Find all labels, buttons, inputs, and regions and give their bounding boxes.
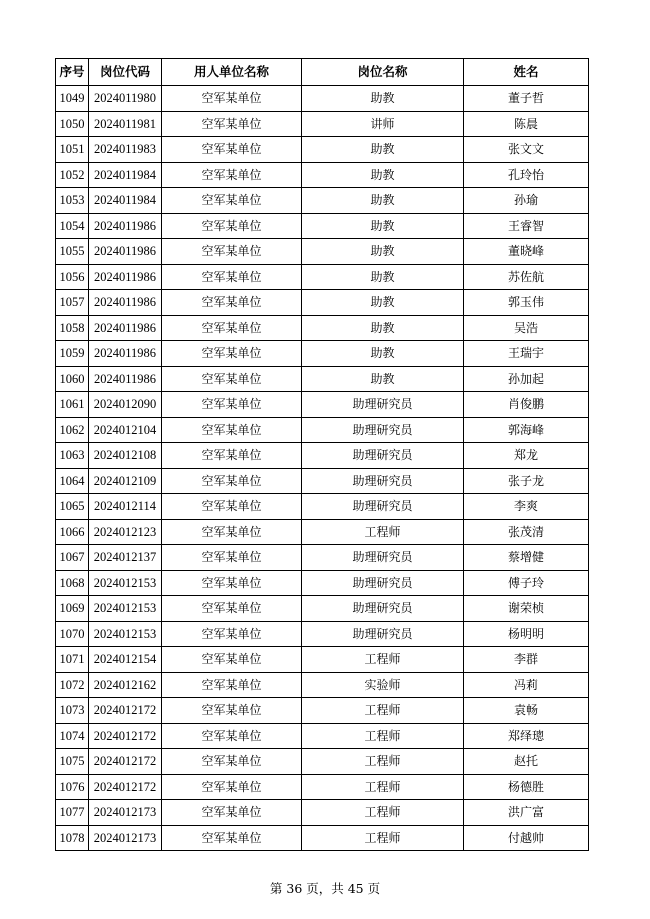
- cell-person-name: 郑龙: [464, 443, 589, 469]
- cell-person-name: 董子哲: [464, 86, 589, 112]
- cell-position-name: 助教: [302, 213, 464, 239]
- cell-employer-name: 空军某单位: [162, 570, 302, 596]
- cell-employer-name: 空军某单位: [162, 774, 302, 800]
- cell-position-code: 2024012172: [89, 749, 162, 775]
- header-position-code: 岗位代码: [89, 59, 162, 86]
- cell-position-code: 2024011983: [89, 137, 162, 163]
- cell-person-name: 洪广富: [464, 800, 589, 826]
- page-number-footer: 第 36 页，共 45 页: [269, 881, 381, 896]
- cell-person-name: 陈晨: [464, 111, 589, 137]
- cell-serial-number: 1057: [56, 290, 89, 316]
- cell-position-name: 助理研究员: [302, 392, 464, 418]
- cell-person-name: 郑绎璁: [464, 723, 589, 749]
- cell-employer-name: 空军某单位: [162, 519, 302, 545]
- table-row: [56, 774, 589, 800]
- cell-position-name: 工程师: [302, 774, 464, 800]
- table-row: [56, 86, 589, 112]
- cell-position-name: 助教: [302, 137, 464, 163]
- cell-position-name: 工程师: [302, 519, 464, 545]
- cell-position-code: 2024011986: [89, 213, 162, 239]
- cell-serial-number: 1077: [56, 800, 89, 826]
- cell-person-name: 吴浩: [464, 315, 589, 341]
- cell-employer-name: 空军某单位: [162, 494, 302, 520]
- cell-position-name: 助理研究员: [302, 596, 464, 622]
- table-row: [56, 111, 589, 137]
- table-row: [56, 315, 589, 341]
- cell-serial-number: 1070: [56, 621, 89, 647]
- cell-position-code: 2024012109: [89, 468, 162, 494]
- cell-position-code: 2024012172: [89, 698, 162, 724]
- cell-position-name: 助教: [302, 366, 464, 392]
- cell-employer-name: 空军某单位: [162, 188, 302, 214]
- cell-person-name: 冯莉: [464, 672, 589, 698]
- cell-serial-number: 1071: [56, 647, 89, 673]
- cell-employer-name: 空军某单位: [162, 443, 302, 469]
- table-row: [56, 672, 589, 698]
- table-row: [56, 417, 589, 443]
- cell-position-name: 助教: [302, 188, 464, 214]
- cell-employer-name: 空军某单位: [162, 162, 302, 188]
- cell-serial-number: 1050: [56, 111, 89, 137]
- cell-serial-number: 1068: [56, 570, 89, 596]
- cell-position-name: 助理研究员: [302, 417, 464, 443]
- cell-position-code: 2024012090: [89, 392, 162, 418]
- cell-person-name: 李群: [464, 647, 589, 673]
- cell-position-code: 2024011986: [89, 264, 162, 290]
- cell-employer-name: 空军某单位: [162, 545, 302, 571]
- table-row: [56, 213, 589, 239]
- cell-position-name: 工程师: [302, 647, 464, 673]
- cell-position-code: 2024012137: [89, 545, 162, 571]
- table-row: [56, 519, 589, 545]
- cell-person-name: 杨德胜: [464, 774, 589, 800]
- cell-position-name: 助理研究员: [302, 545, 464, 571]
- cell-position-code: 2024012104: [89, 417, 162, 443]
- cell-employer-name: 空军某单位: [162, 596, 302, 622]
- cell-person-name: 郭玉伟: [464, 290, 589, 316]
- cell-person-name: 付越帅: [464, 825, 589, 851]
- cell-person-name: 董晓峰: [464, 239, 589, 265]
- cell-position-name: 工程师: [302, 723, 464, 749]
- table-row: [56, 647, 589, 673]
- table-row: [56, 468, 589, 494]
- cell-position-code: 2024012153: [89, 570, 162, 596]
- cell-position-code: 2024012153: [89, 596, 162, 622]
- table-header-row: [56, 59, 589, 86]
- table-row: [56, 723, 589, 749]
- table-row: [56, 570, 589, 596]
- cell-position-code: 2024011980: [89, 86, 162, 112]
- cell-position-code: 2024012123: [89, 519, 162, 545]
- cell-employer-name: 空军某单位: [162, 341, 302, 367]
- cell-position-name: 讲师: [302, 111, 464, 137]
- cell-employer-name: 空军某单位: [162, 723, 302, 749]
- cell-position-name: 助教: [302, 86, 464, 112]
- table-row: [56, 494, 589, 520]
- cell-person-name: 李爽: [464, 494, 589, 520]
- cell-position-code: 2024012154: [89, 647, 162, 673]
- table-row: [56, 137, 589, 163]
- cell-serial-number: 1072: [56, 672, 89, 698]
- cell-serial-number: 1073: [56, 698, 89, 724]
- cell-person-name: 王瑞宇: [464, 341, 589, 367]
- cell-position-name: 工程师: [302, 800, 464, 826]
- cell-serial-number: 1075: [56, 749, 89, 775]
- cell-position-code: 2024011986: [89, 239, 162, 265]
- cell-position-name: 实验师: [302, 672, 464, 698]
- cell-person-name: 苏佐航: [464, 264, 589, 290]
- cell-position-code: 2024012114: [89, 494, 162, 520]
- cell-position-name: 助教: [302, 239, 464, 265]
- header-person-name: 姓名: [464, 59, 589, 86]
- cell-employer-name: 空军某单位: [162, 239, 302, 265]
- cell-employer-name: 空军某单位: [162, 392, 302, 418]
- cell-person-name: 孙加起: [464, 366, 589, 392]
- cell-position-code: 2024012162: [89, 672, 162, 698]
- cell-position-code: 2024012153: [89, 621, 162, 647]
- cell-employer-name: 空军某单位: [162, 621, 302, 647]
- table-row: [56, 366, 589, 392]
- table-row: [56, 341, 589, 367]
- cell-serial-number: 1065: [56, 494, 89, 520]
- cell-position-name: 助教: [302, 341, 464, 367]
- cell-employer-name: 空军某单位: [162, 366, 302, 392]
- cell-position-name: 助理研究员: [302, 570, 464, 596]
- cell-position-name: 助理研究员: [302, 494, 464, 520]
- table-row: [56, 545, 589, 571]
- cell-employer-name: 空军某单位: [162, 137, 302, 163]
- table-row: [56, 264, 589, 290]
- table-row: [56, 749, 589, 775]
- cell-serial-number: 1051: [56, 137, 89, 163]
- cell-position-code: 2024011984: [89, 162, 162, 188]
- cell-serial-number: 1064: [56, 468, 89, 494]
- cell-employer-name: 空军某单位: [162, 213, 302, 239]
- cell-position-code: 2024012108: [89, 443, 162, 469]
- cell-person-name: 傅子玲: [464, 570, 589, 596]
- cell-position-code: 2024012172: [89, 774, 162, 800]
- cell-position-code: 2024011984: [89, 188, 162, 214]
- header-position-name: 岗位名称: [302, 59, 464, 86]
- cell-serial-number: 1049: [56, 86, 89, 112]
- cell-person-name: 孙瑜: [464, 188, 589, 214]
- cell-employer-name: 空军某单位: [162, 800, 302, 826]
- table-row: [56, 621, 589, 647]
- cell-position-name: 助教: [302, 315, 464, 341]
- cell-serial-number: 1067: [56, 545, 89, 571]
- table-body: [56, 86, 589, 851]
- cell-position-code: 2024011981: [89, 111, 162, 137]
- cell-serial-number: 1078: [56, 825, 89, 851]
- cell-employer-name: 空军某单位: [162, 749, 302, 775]
- cell-person-name: 王睿智: [464, 213, 589, 239]
- cell-position-code: 2024011986: [89, 315, 162, 341]
- cell-serial-number: 1076: [56, 774, 89, 800]
- personnel-table: [55, 58, 589, 851]
- cell-person-name: 张文文: [464, 137, 589, 163]
- cell-position-code: 2024011986: [89, 366, 162, 392]
- table-row: [56, 239, 589, 265]
- cell-position-name: 助教: [302, 264, 464, 290]
- header-serial-number: 序号: [56, 59, 89, 86]
- cell-serial-number: 1061: [56, 392, 89, 418]
- cell-employer-name: 空军某单位: [162, 468, 302, 494]
- cell-position-code: 2024011986: [89, 290, 162, 316]
- cell-person-name: 肖俊鹏: [464, 392, 589, 418]
- cell-serial-number: 1069: [56, 596, 89, 622]
- cell-person-name: 蔡增健: [464, 545, 589, 571]
- cell-position-name: 助教: [302, 162, 464, 188]
- cell-employer-name: 空军某单位: [162, 825, 302, 851]
- cell-employer-name: 空军某单位: [162, 672, 302, 698]
- cell-employer-name: 空军某单位: [162, 315, 302, 341]
- cell-employer-name: 空军某单位: [162, 290, 302, 316]
- cell-position-code: 2024012173: [89, 825, 162, 851]
- table-row: [56, 162, 589, 188]
- cell-person-name: 袁畅: [464, 698, 589, 724]
- cell-serial-number: 1053: [56, 188, 89, 214]
- cell-position-name: 助教: [302, 290, 464, 316]
- cell-employer-name: 空军某单位: [162, 647, 302, 673]
- table-row: [56, 188, 589, 214]
- table-row: [56, 800, 589, 826]
- cell-serial-number: 1056: [56, 264, 89, 290]
- table-row: [56, 290, 589, 316]
- cell-person-name: 赵托: [464, 749, 589, 775]
- header-employer-name: 用人单位名称: [162, 59, 302, 86]
- cell-position-code: 2024012173: [89, 800, 162, 826]
- cell-position-name: 助理研究员: [302, 443, 464, 469]
- table-row: [56, 698, 589, 724]
- table-row: [56, 443, 589, 469]
- cell-position-name: 助理研究员: [302, 621, 464, 647]
- cell-employer-name: 空军某单位: [162, 264, 302, 290]
- cell-person-name: 张子龙: [464, 468, 589, 494]
- cell-serial-number: 1062: [56, 417, 89, 443]
- cell-serial-number: 1055: [56, 239, 89, 265]
- cell-serial-number: 1052: [56, 162, 89, 188]
- cell-person-name: 孔玲怡: [464, 162, 589, 188]
- cell-person-name: 谢荣桢: [464, 596, 589, 622]
- cell-person-name: 张茂清: [464, 519, 589, 545]
- cell-serial-number: 1058: [56, 315, 89, 341]
- cell-position-name: 工程师: [302, 698, 464, 724]
- cell-position-code: 2024012172: [89, 723, 162, 749]
- cell-serial-number: 1074: [56, 723, 89, 749]
- cell-employer-name: 空军某单位: [162, 698, 302, 724]
- cell-employer-name: 空军某单位: [162, 86, 302, 112]
- cell-serial-number: 1063: [56, 443, 89, 469]
- cell-position-name: 工程师: [302, 825, 464, 851]
- cell-position-code: 2024011986: [89, 341, 162, 367]
- cell-position-name: 助理研究员: [302, 468, 464, 494]
- cell-serial-number: 1066: [56, 519, 89, 545]
- cell-person-name: 郭海峰: [464, 417, 589, 443]
- cell-person-name: 杨明明: [464, 621, 589, 647]
- table-row: [56, 825, 589, 851]
- cell-employer-name: 空军某单位: [162, 417, 302, 443]
- cell-serial-number: 1054: [56, 213, 89, 239]
- cell-position-name: 工程师: [302, 749, 464, 775]
- cell-serial-number: 1060: [56, 366, 89, 392]
- cell-serial-number: 1059: [56, 341, 89, 367]
- table-row: [56, 596, 589, 622]
- cell-employer-name: 空军某单位: [162, 111, 302, 137]
- table-row: [56, 392, 589, 418]
